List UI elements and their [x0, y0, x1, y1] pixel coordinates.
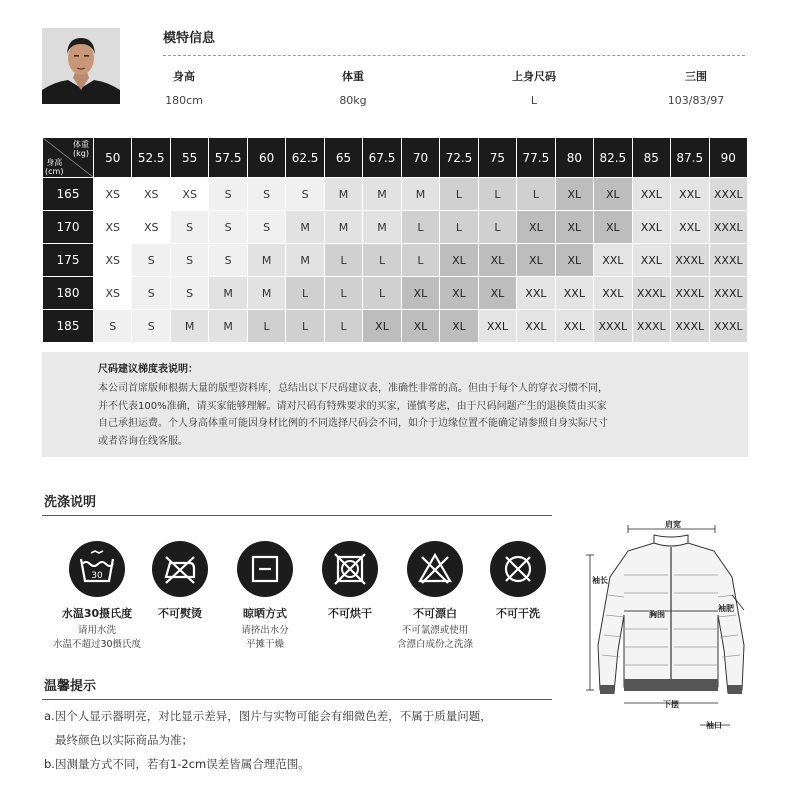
no-tumble-dry-icon — [322, 541, 378, 597]
size-cell: XXL — [671, 211, 709, 244]
size-note-line: 或者咨询在线客服。 — [98, 435, 188, 447]
size-cell: XXXL — [671, 244, 709, 277]
wash-item-sub: 请用水洗 — [77, 625, 116, 636]
size-cell: XL — [478, 244, 516, 277]
weight-header-cell: 87.5 — [671, 138, 709, 178]
model-measurements — [636, 68, 756, 107]
weight-header-cell: 67.5 — [363, 138, 401, 178]
size-table-corner — [43, 138, 94, 178]
size-cell: M — [209, 277, 247, 310]
size-cell: S — [286, 178, 324, 211]
size-table-row — [43, 244, 748, 277]
size-cell: M — [209, 310, 247, 343]
size-cell: XL — [440, 277, 478, 310]
size-cell: XXXL — [709, 244, 748, 277]
weight-header-cell: 60 — [247, 138, 285, 178]
model-photo — [42, 28, 120, 104]
size-cell: XXL — [632, 211, 670, 244]
size-cell: L — [440, 178, 478, 211]
size-note-line: 并不代表100%准确，请买家能够理解。请对尺码有特殊要求的买家，谨慎考虑，由于尺码问题产生的退换货由买家 — [98, 400, 607, 412]
size-cell: XXL — [517, 310, 555, 343]
wash-item-title: 不可熨烫 — [158, 607, 202, 620]
tips-list — [44, 704, 564, 776]
size-cell: XL — [401, 310, 439, 343]
size-cell: XXL — [517, 277, 555, 310]
size-cell: L — [401, 244, 439, 277]
model-weight-label: 体重 — [342, 70, 364, 83]
no-dry-clean-icon — [490, 541, 546, 597]
wash-item-sub: 含漂白成份之洗涤 — [396, 639, 473, 650]
size-note-title: 尺码建议梯度表说明： — [98, 364, 198, 375]
cuff-label: 袖口 — [706, 721, 722, 730]
size-cell: L — [401, 211, 439, 244]
size-note-text — [98, 380, 718, 450]
size-cell: XXXL — [709, 178, 748, 211]
tip-line: 最终颜色以实际商品为准； — [44, 733, 193, 747]
size-cell: XXL — [478, 310, 516, 343]
model-top-size — [474, 68, 594, 107]
size-table-row — [43, 211, 748, 244]
size-cell: M — [247, 277, 285, 310]
weight-header-cell: 82.5 — [594, 138, 632, 178]
size-table-row — [43, 277, 748, 310]
size-cell: XXL — [632, 244, 670, 277]
tips-divider — [42, 699, 552, 700]
size-cell: L — [324, 310, 362, 343]
size-cell: XS — [94, 178, 132, 211]
size-cell: XXXL — [671, 277, 709, 310]
tips-title: 温馨提示 — [44, 679, 97, 694]
size-cell: XS — [94, 211, 132, 244]
size-cell: S — [170, 211, 208, 244]
shoulder-label: 肩宽 — [665, 520, 681, 529]
sleeve-length-label: 袖长 — [592, 576, 608, 585]
size-cell: XL — [440, 310, 478, 343]
height-row-header: 180 — [43, 277, 94, 310]
model-weight-value: 80kg — [339, 94, 367, 107]
model-weight — [293, 68, 413, 107]
size-cell: XS — [132, 178, 170, 211]
wash-item-sub: 水温不超过30摄氏度 — [52, 639, 142, 650]
size-cell: XL — [594, 178, 632, 211]
size-cell: XL — [517, 244, 555, 277]
size-cell: S — [209, 244, 247, 277]
height-row-header: 170 — [43, 211, 94, 244]
size-table-row — [43, 178, 748, 211]
size-cell: L — [440, 211, 478, 244]
size-cell: XS — [94, 244, 132, 277]
size-cell: S — [209, 178, 247, 211]
size-cell: XXXL — [709, 211, 748, 244]
tip-line: b.因测量方式不同，若有1-2cm误差皆属合理范围。 — [44, 757, 310, 771]
no-bleach-icon — [407, 541, 463, 597]
size-cell: S — [132, 310, 170, 343]
size-cell: XXL — [594, 277, 632, 310]
size-cell: S — [209, 211, 247, 244]
wash-item-sub: 不可氯漂或使用 — [401, 625, 469, 636]
size-cell: XXL — [555, 310, 593, 343]
size-cell: S — [132, 244, 170, 277]
height-row-header: 185 — [43, 310, 94, 343]
size-cell: S — [132, 277, 170, 310]
model-top-size-label: 上身尺码 — [512, 70, 556, 83]
size-cell: XL — [555, 244, 593, 277]
size-cell: XS — [94, 277, 132, 310]
jacket-measure-diagram — [580, 515, 755, 740]
size-cell: L — [363, 244, 401, 277]
model-info-title: 模特信息 — [163, 31, 216, 46]
size-cell: XL — [363, 310, 401, 343]
size-cell: M — [170, 310, 208, 343]
size-note-box — [42, 352, 748, 457]
size-cell: M — [324, 211, 362, 244]
weight-header-cell: 75 — [478, 138, 516, 178]
weight-header-cell: 85 — [632, 138, 670, 178]
size-cell: S — [170, 277, 208, 310]
wash-30-icon — [69, 541, 125, 597]
chest-label: 胸围 — [649, 610, 665, 619]
size-cell: L — [478, 211, 516, 244]
size-cell: XL — [478, 277, 516, 310]
size-cell: M — [363, 211, 401, 244]
size-cell: XL — [555, 178, 593, 211]
wash-item-no-dry-clean — [468, 541, 568, 621]
size-cell: S — [247, 178, 285, 211]
model-divider — [163, 55, 745, 56]
weight-header-cell: 52.5 — [132, 138, 170, 178]
size-cell: XS — [132, 211, 170, 244]
weight-header-cell: 90 — [709, 138, 748, 178]
weight-header-cell: 50 — [94, 138, 132, 178]
wash-item-title: 水温30摄氏度 — [61, 607, 133, 620]
weight-header-cell: 72.5 — [440, 138, 478, 178]
wash-item-title: 晾晒方式 — [243, 607, 287, 620]
size-cell: XL — [555, 211, 593, 244]
no-iron-icon — [152, 541, 208, 597]
size-cell: L — [324, 277, 362, 310]
tip-line: a.因个人显示器明亮，对比显示差异，图片与实物可能会有细微色差，不属于质量问题， — [44, 709, 492, 723]
sleeve-width-label: 袖肥 — [718, 604, 734, 613]
size-cell: XXXL — [632, 310, 670, 343]
weight-header-cell: 65 — [324, 138, 362, 178]
corner-weight-label: 体重 (kg) — [73, 140, 89, 158]
model-top-size-value: L — [530, 94, 538, 107]
size-cell: M — [363, 178, 401, 211]
size-cell: M — [247, 244, 285, 277]
wash-item-sub: 平摊干燥 — [245, 639, 284, 650]
size-cell: M — [286, 244, 324, 277]
wash-item-sub: 请挤出水分 — [241, 625, 289, 636]
size-cell: XXXL — [709, 310, 748, 343]
size-note-line: 本公司首席版师根据大量的版型资料库，总结出以下尺码建议表，准确性非常的高。但由于每个人的穿衣习惯不同， — [98, 383, 608, 394]
size-cell: L — [324, 244, 362, 277]
size-cell: XL — [594, 211, 632, 244]
model-measurements-value: 103/83/97 — [667, 94, 725, 107]
size-cell: L — [286, 277, 324, 310]
size-cell: XXL — [671, 178, 709, 211]
wash-item-title: 不可烘干 — [328, 607, 372, 620]
size-cell: S — [247, 211, 285, 244]
weight-header-cell: 62.5 — [286, 138, 324, 178]
size-cell: XXXL — [671, 310, 709, 343]
model-measurements-label: 三围 — [685, 70, 707, 83]
height-row-header: 165 — [43, 178, 94, 211]
size-cell: L — [247, 310, 285, 343]
size-cell: L — [286, 310, 324, 343]
washing-title: 洗涤说明 — [44, 495, 97, 510]
model-height — [124, 68, 244, 107]
size-cell: XXXL — [709, 277, 748, 310]
size-cell: L — [363, 277, 401, 310]
size-table-row — [43, 310, 748, 343]
height-row-header: 175 — [43, 244, 94, 277]
size-cell: S — [170, 244, 208, 277]
size-cell: XL — [440, 244, 478, 277]
weight-header-cell: 55 — [170, 138, 208, 178]
weight-header-cell: 70 — [401, 138, 439, 178]
size-cell: M — [286, 211, 324, 244]
size-cell: XXL — [594, 244, 632, 277]
size-cell: S — [94, 310, 132, 343]
size-cell: L — [478, 178, 516, 211]
svg-text:30: 30 — [91, 571, 103, 581]
washing-divider — [42, 515, 552, 516]
weight-header-cell: 57.5 — [209, 138, 247, 178]
size-cell: XL — [401, 277, 439, 310]
size-note-line: 自己承担运费。个人身高体重可能因身材比例的不同选择尺码会不同，如介于边缘位置不能确定请参照自身实际尺寸 — [98, 418, 608, 429]
model-height-value: 180cm — [165, 94, 203, 107]
size-cell: M — [324, 178, 362, 211]
size-table-header-row — [43, 138, 748, 178]
size-cell: XXL — [555, 277, 593, 310]
size-cell: XXXL — [632, 277, 670, 310]
size-cell: XS — [170, 178, 208, 211]
hem-label: 下摆 — [663, 700, 679, 709]
weight-header-cell: 77.5 — [517, 138, 555, 178]
size-cell: XL — [517, 211, 555, 244]
model-height-label: 身高 — [173, 70, 195, 83]
size-cell: M — [401, 178, 439, 211]
weight-header-cell: 80 — [555, 138, 593, 178]
size-chart-table — [42, 137, 748, 343]
line-dry-icon — [237, 541, 293, 597]
size-cell: XXXL — [594, 310, 632, 343]
size-cell: L — [517, 178, 555, 211]
wash-item-title: 不可漂白 — [413, 607, 457, 620]
wash-item-title: 不可干洗 — [496, 607, 540, 620]
size-cell: XXL — [632, 178, 670, 211]
corner-height-label: 身高 (cm) — [45, 158, 64, 176]
